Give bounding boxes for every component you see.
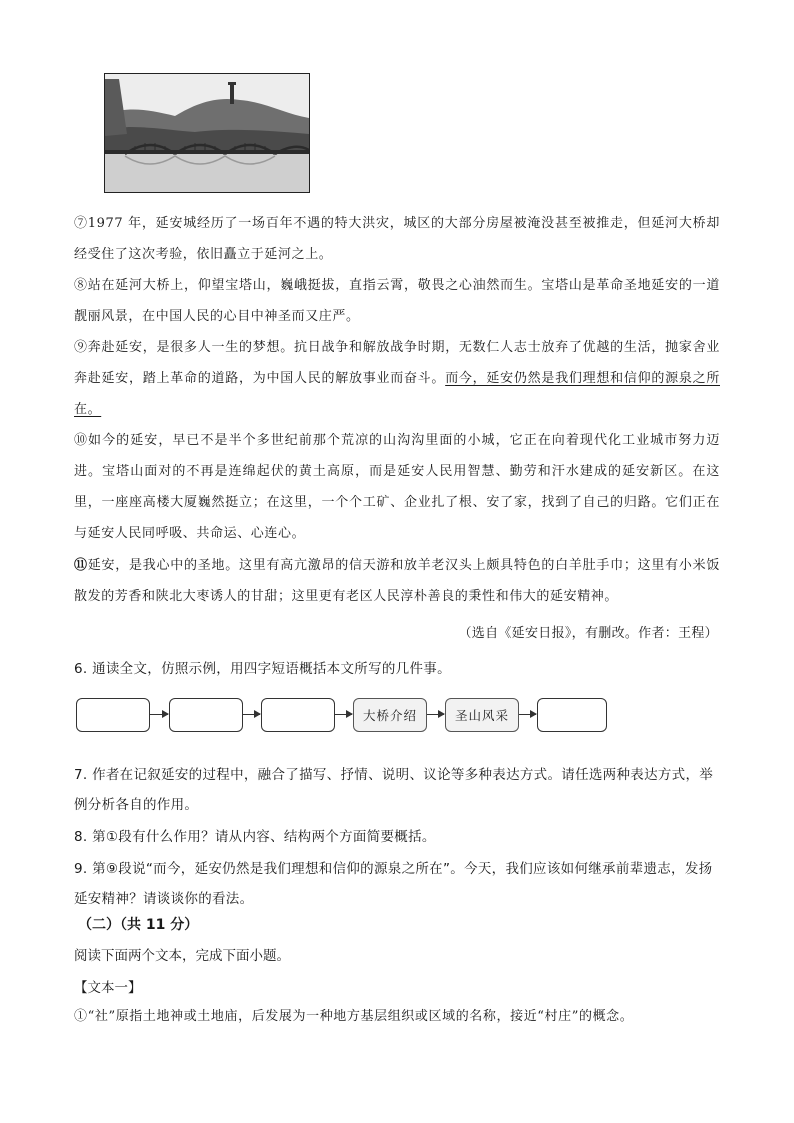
paragraph-10: ⑩如今的延安，早已不是半个多世纪前那个荒凉的山沟沟里面的小城，它正在向着现代化工业城市努力迈进。宝塔山面对的不再是连绵起伏的黄土高原，而是延安人民用智慧、勤劳和汗水建成的延安新区。在这里，一座座高楼大厦巍然挺立；在这里，一个个工矿、企业扎了根、安了家，找到了自己的归路。它们正在与延安人民同呼吸、共命运、心连心。 — [74, 433, 720, 541]
section-2-instruction: 阅读下面两个文本，完成下面小题。 — [74, 948, 290, 964]
flow-box-1[interactable] — [76, 698, 150, 732]
article-source: （选自《延安日报》，有删改。作者：王程） — [458, 626, 718, 641]
paragraph-9-text: ⑨奔赴延安，是很多人一生的梦想。抗日战争和解放战争时期，无数仁人志士放弃了优越的生活，抛家舍业奔赴延安，踏上革命的道路，为中国人民的解放事业而奋斗。 — [74, 340, 720, 386]
flow-diagram — [76, 698, 616, 736]
flow-box-6[interactable] — [537, 698, 607, 732]
flow-box-4: 大桥介绍 — [353, 698, 427, 732]
text-1-label: 【文本一】 — [74, 980, 142, 996]
paragraph-11-text: 延安，是我心中的圣地。这里有高亢激昂的信天游和放羊老汉头上颇具特色的白羊肚手巾；这里有小米饭散发的芳香和陕北大枣诱人的甘甜；这里更有老区人民淳朴善良的秉性和伟大的延安精神。 — [74, 558, 720, 604]
paragraph-9-underlined-sentence: 而今，延安仍然是我们理想和信仰的源泉之所在。 — [74, 371, 720, 417]
paragraph-9 — [74, 332, 720, 425]
question-8: 8. 第①段有什么作用？请从内容、结构两个方面简要概括。 — [74, 829, 436, 845]
flow-arrow-2 — [243, 714, 260, 715]
question-7: 7. 作者在记叙延安的过程中，融合了描写、抒情、说明、议论等多种表达方式。请任选两种表达方式，举例分析各自的作用。 — [74, 767, 714, 813]
paragraph-11 — [74, 550, 720, 612]
flow-arrow-5 — [519, 714, 536, 715]
question-6: 6. 通读全文，仿照示例，用四字短语概括本文所写的几件事。 — [74, 661, 451, 677]
paragraph-8: ⑧站在延河大桥上，仰望宝塔山，巍峨挺拔，直指云霄，敬畏之心油然而生。宝塔山是革命圣地延安的一道靓丽风景，在中国人民的心目中神圣而又庄严。 — [74, 278, 720, 324]
flow-box-5: 圣山风采 — [445, 698, 519, 732]
paragraph-7: ⑦1977 年，延安城经历了一场百年不遇的特大洪灾，城区的大部分房屋被淹没甚至被推走，但延河大桥却经受住了这次考验，依旧矗立于延河之上。 — [74, 216, 720, 262]
section-2-heading: （二）（共 11 分） — [78, 917, 199, 933]
flow-box-2[interactable] — [169, 698, 243, 732]
question-9: 9. 第⑨段说“而今，延安仍然是我们理想和信仰的源泉之所在”。今天，我们应该如何继承前辈遗志，发扬延安精神？请谈谈你的看法。 — [74, 861, 713, 907]
text-1-paragraph-1: ①“社”原指土地神或土地庙，后发展为一种地方基层组织或区域的名称，接近“村庄”的概念。 — [74, 1009, 634, 1024]
flow-arrow-4 — [427, 714, 444, 715]
flow-arrow-3 — [335, 714, 352, 715]
bridge-photo — [104, 73, 310, 193]
bridge-photo-drawing — [105, 74, 309, 192]
flow-arrow-1 — [150, 714, 168, 715]
paragraph-11-mark: ⑪ — [74, 558, 88, 573]
flow-box-3[interactable] — [261, 698, 335, 732]
